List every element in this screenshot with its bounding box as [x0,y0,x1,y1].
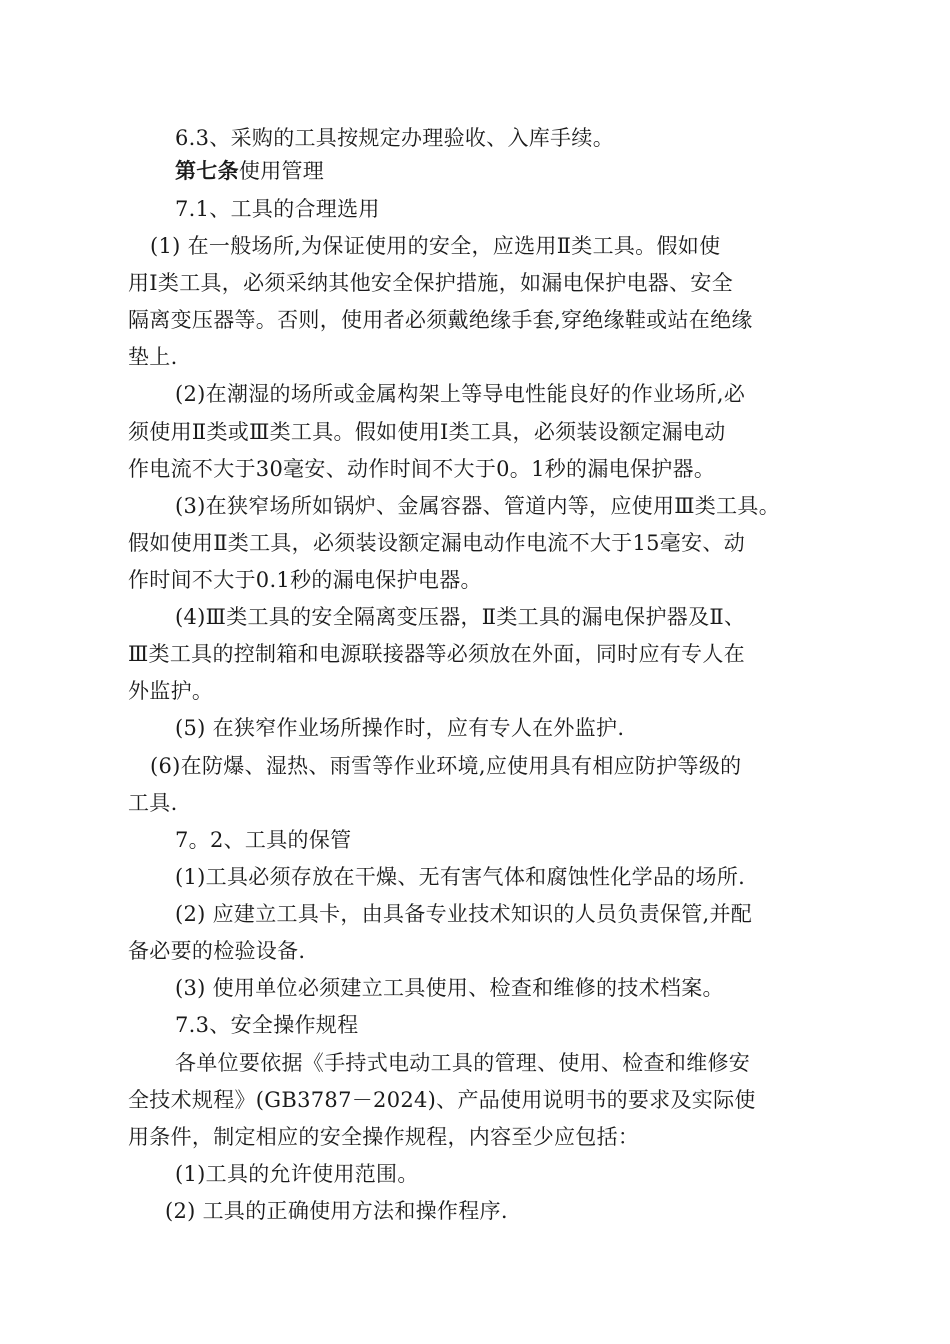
paragraph-line: 全技术规程》(GB3787－2024)、产品使用说明书的要求及实际使 [128,1088,756,1112]
paragraph-line: (3)在狭窄场所如锅炉、金属容器、管道内等，应使用Ⅲ类工具。 [175,494,780,518]
paragraph-line: (1)工具的允许使用范围。 [175,1162,419,1186]
article-title: 使用管理 [238,159,325,183]
paragraph-line: 各单位要依据《手持式电动工具的管理、使用、检查和维修安 [175,1051,751,1075]
section-heading: 7。2、工具的保管 [175,828,352,852]
paragraph-line: (5) 在狭窄作业场所操作时，应有专人在外监护. [175,716,625,740]
paragraph-line: (6)在防爆、湿热、雨雪等作业环境,应使用具有相应防护等级的 [150,754,742,778]
paragraph-line: 备必要的检验设备. [128,939,306,963]
paragraph-line: 隔离变压器等。否则，使用者必须戴绝缘手套,穿绝缘鞋或站在绝缘 [128,308,753,332]
article-heading-line [175,157,324,185]
paragraph-line: 用条件，制定相应的安全操作规程，内容至少应包括： [128,1125,640,1149]
paragraph-line: 用Ⅰ类工具，必须采纳其他安全保护措施，如漏电保护电器、安全 [128,271,733,295]
paragraph-line: 工具. [128,791,178,815]
paragraph-line: 外监护。 [128,679,214,703]
paragraph-line: Ⅲ类工具的控制箱和电源联接器等必须放在外面，同时应有专人在 [128,642,745,666]
paragraph-line: (1) 在一般场所,为保证使用的安全，应选用Ⅱ类工具。假如使 [150,234,721,258]
paragraph-line: (1)工具必须存放在干燥、无有害气体和腐蚀性化学品的场所. [175,865,746,889]
section-heading: 7.3、安全操作规程 [175,1013,359,1037]
paragraph-line: (2) 应建立工具卡，由具备专业技术知识的人员负责保管,并配 [175,902,753,926]
paragraph-line: 作电流不大于30毫安、动作时间不大于0。1秒的漏电保护器。 [128,457,716,481]
paragraph-line: 作时间不大于0.1秒的漏电保护电器。 [128,568,482,592]
paragraph-line: (2)在潮湿的场所或金属构架上等导电性能良好的作业场所,必 [175,382,746,406]
article-number: 第七条 [175,158,239,183]
paragraph-line: 须使用Ⅱ类或Ⅲ类工具。假如使用Ⅰ类工具，必须装设额定漏电动 [128,420,726,444]
paragraph-line: 6.3、采购的工具按规定办理验收、入库手续。 [175,126,614,150]
paragraph-line: 垫上. [128,345,178,369]
paragraph-line: (4)Ⅲ类工具的安全隔离变压器，Ⅱ类工具的漏电保护器及Ⅱ、 [175,605,746,629]
section-heading: 7.1、工具的合理选用 [175,197,380,221]
paragraph-line: 假如使用Ⅱ类工具，必须装设额定漏电动作电流不大于15毫安、动 [128,531,745,555]
paragraph-line: (2) 工具的正确使用方法和操作程序. [165,1199,508,1223]
paragraph-line: (3) 使用单位必须建立工具使用、检查和维修的技术档案。 [175,976,724,1000]
